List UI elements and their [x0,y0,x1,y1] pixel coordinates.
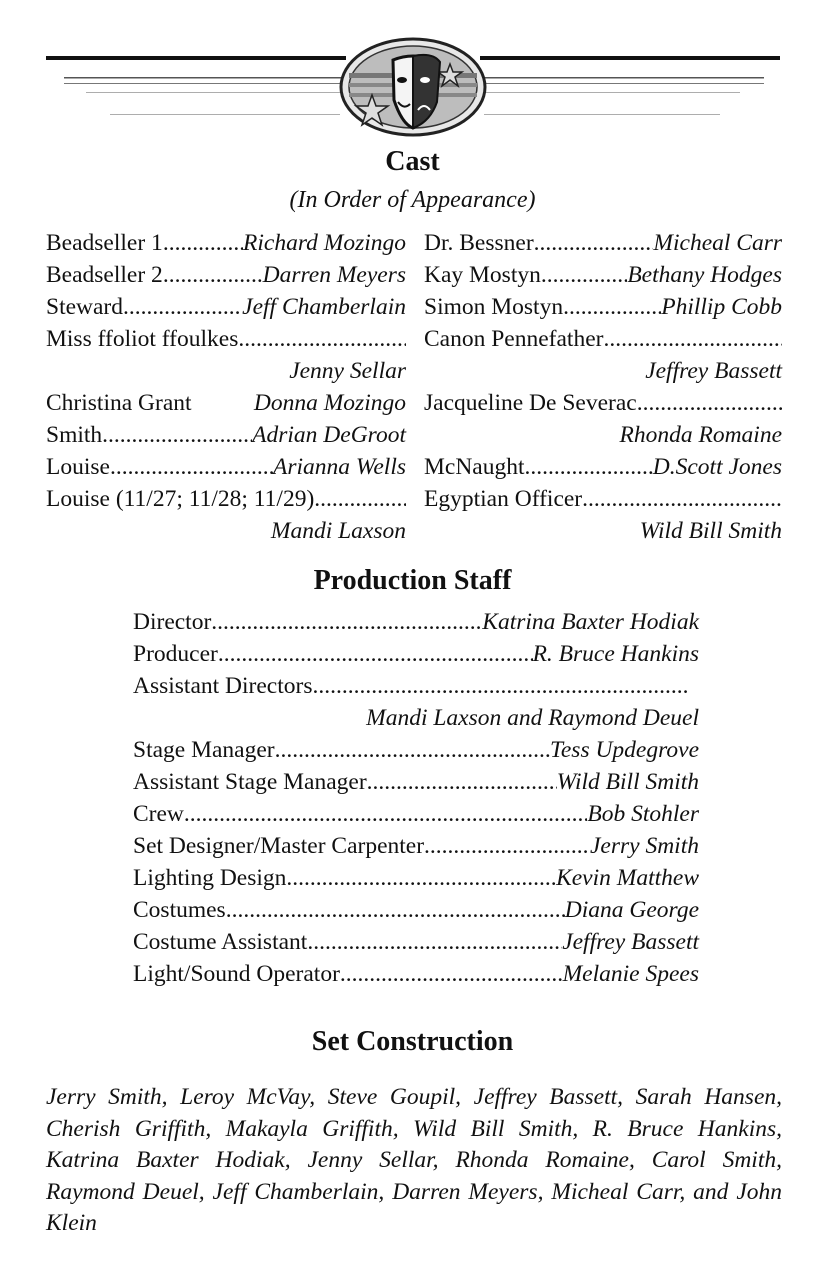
cast-right-column [424,227,782,547]
comedy-tragedy-masks-icon [341,39,485,135]
staff-row: Stage Manager ..... Tess Updegrove [133,734,699,766]
staff-row: Light/Sound Operator ..... Melanie Spees [133,958,699,990]
set-construction-credits: Jerry Smith, Leroy McVay, Steve Goupil, Jeffrey Bassett, Sarah Hansen, Cherish Griffith, Makayla Griffith, Wild Bill Smith, R. Bruce Hankins, Katrina Baxter Hodiak, Jenny Sellar, Rhonda Romaine, Carol Smith, Raymond Deuel, Jeff Chamberlain, Darren Meyers, Micheal Carr, and John Klein [46,1084,782,1236]
staff-row: Lighting Design ..... Kevin Matthew [133,862,699,894]
cast-actor-continued: Wild Bill Smith [639,518,782,544]
set-construction-heading: Set Construction [311,1026,514,1057]
cast-row: Jacqueline De Severac ..... [424,387,782,419]
cast-row: McNaught ..... D.Scott Jones [424,451,782,483]
cast-row: Beadseller 1 ..... Richard Mozingo [46,227,406,259]
staff-row: Set Designer/Master Carpenter ..... Jerry Smith [133,830,699,862]
cast-row: Kay Mostyn ..... Bethany Hodges [424,259,782,291]
production-staff-list [133,606,699,990]
cast-row: Christina Grant Donna Mozingo [46,390,406,416]
cast-row: Smith ..... Adrian DeGroot [46,419,406,451]
staff-row: Crew ..... Bob Stohler [133,798,699,830]
cast-row: Canon Pennefather ..... [424,323,782,355]
cast-row: Beadseller 2 ..... Darren Meyers [46,259,406,291]
cast-row: Dr. Bessner ..... Micheal Carr [424,227,782,259]
staff-row: Assistant Directors ..... [133,670,699,702]
cast-row: Louise (11/27; 11/28; 11/29) ..... [46,483,406,515]
staff-name-continued: Mandi Laxson and Raymond Deuel [366,705,699,731]
cast-actor-continued: Jeffrey Bassett [645,358,782,384]
header-rule-art [0,0,825,140]
staff-row: Producer ..... R. Bruce Hankins [133,638,699,670]
staff-row: Costumes ..... Diana George [133,894,699,926]
cast-subheading: (In Order of Appearance) [289,187,536,213]
cast-row: Miss ffoliot ffoulkes ..... [46,323,406,355]
cast-row: Steward ..... Jeff Chamberlain [46,291,406,323]
cast-actor-continued: Rhonda Romaine [619,422,782,448]
staff-row: Director ..... Katrina Baxter Hodiak [133,606,699,638]
header-ornament [0,0,825,140]
cast-actor-continued: Mandi Laxson [270,518,406,544]
cast-actor-continued: Jenny Sellar [289,358,406,384]
cast-row: Louise ..... Arianna Wells [46,451,406,483]
cast-heading: Cast [385,146,440,177]
staff-row: Costume Assistant ..... Jeffrey Bassett [133,926,699,958]
cast-left-column [46,227,406,547]
cast-row: Simon Mostyn ..... Phillip Cobb [424,291,782,323]
staff-row: Assistant Stage Manager ..... Wild Bill Smith [133,766,699,798]
cast-row: Egyptian Officer ..... [424,483,782,515]
production-heading: Production Staff [313,565,512,596]
